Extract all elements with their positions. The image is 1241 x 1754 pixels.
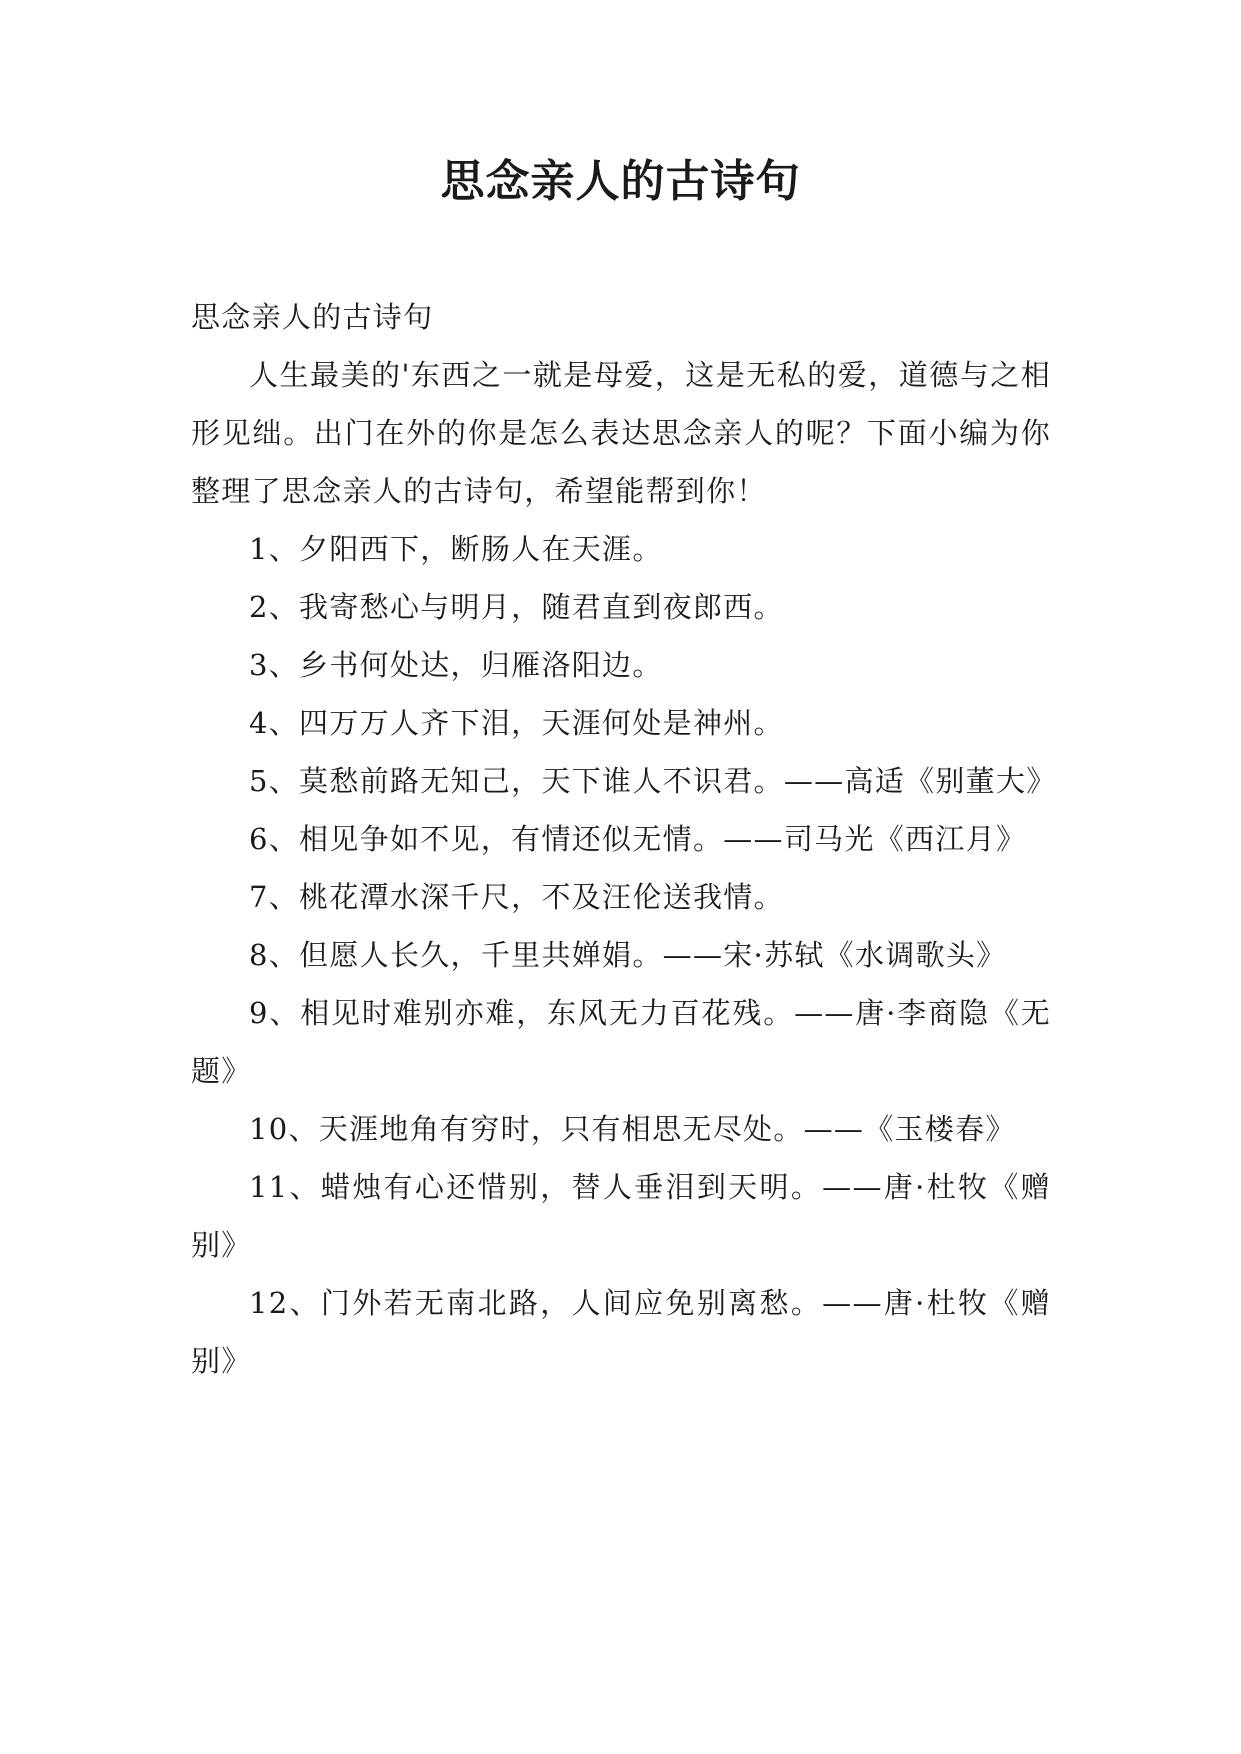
section-heading: 思念亲人的古诗句 <box>191 300 434 334</box>
poem-line-4: 4、四万万人齐下泪，天涯何处是神州。 <box>249 706 784 740</box>
poem-line-7: 7、桃花潭水深千尺，不及汪伦送我情。 <box>249 880 784 914</box>
poem-line-11: 11、蜡烛有心还惜别，替人垂泪到天明。——唐·杜牧《赠别》 <box>191 1170 1051 1262</box>
document-title: 思念亲人的古诗句 <box>440 156 801 207</box>
poem-line-9: 9、相见时难别亦难，东风无力百花残。——唐·李商隐《无题》 <box>191 996 1051 1088</box>
poem-line-10: 10、天涯地角有穷时，只有相思无尽处。——《玉楼春》 <box>249 1112 1016 1146</box>
poem-line-6: 6、相见争如不见，有情还似无情。——司马光《西江月》 <box>249 822 1027 856</box>
poem-line-5: 5、莫愁前路无知己，天下谁人不识君。——高适《别董大》 <box>249 764 1057 798</box>
poem-line-2: 2、我寄愁心与明月，随君直到夜郎西。 <box>249 590 784 624</box>
poem-line-1: 1、夕阳西下，断肠人在天涯。 <box>249 532 663 566</box>
document-body <box>191 288 1057 1390</box>
poem-line-3: 3、乡书何处达，归雁洛阳边。 <box>249 648 663 682</box>
poem-line-8: 8、但愿人长久，千里共婵娟。——宋·苏轼《水调歌头》 <box>249 938 1007 972</box>
poem-line-12: 12、门外若无南北路，人间应免别离愁。——唐·杜牧《赠别》 <box>191 1286 1051 1378</box>
intro-paragraph: 人生最美的'东西之一就是母爱，这是无私的爱，道德与之相形见绌。出门在外的你是怎么表达思念亲人的呢？下面小编为你整理了思念亲人的古诗句，希望能帮到你！ <box>191 358 1051 508</box>
